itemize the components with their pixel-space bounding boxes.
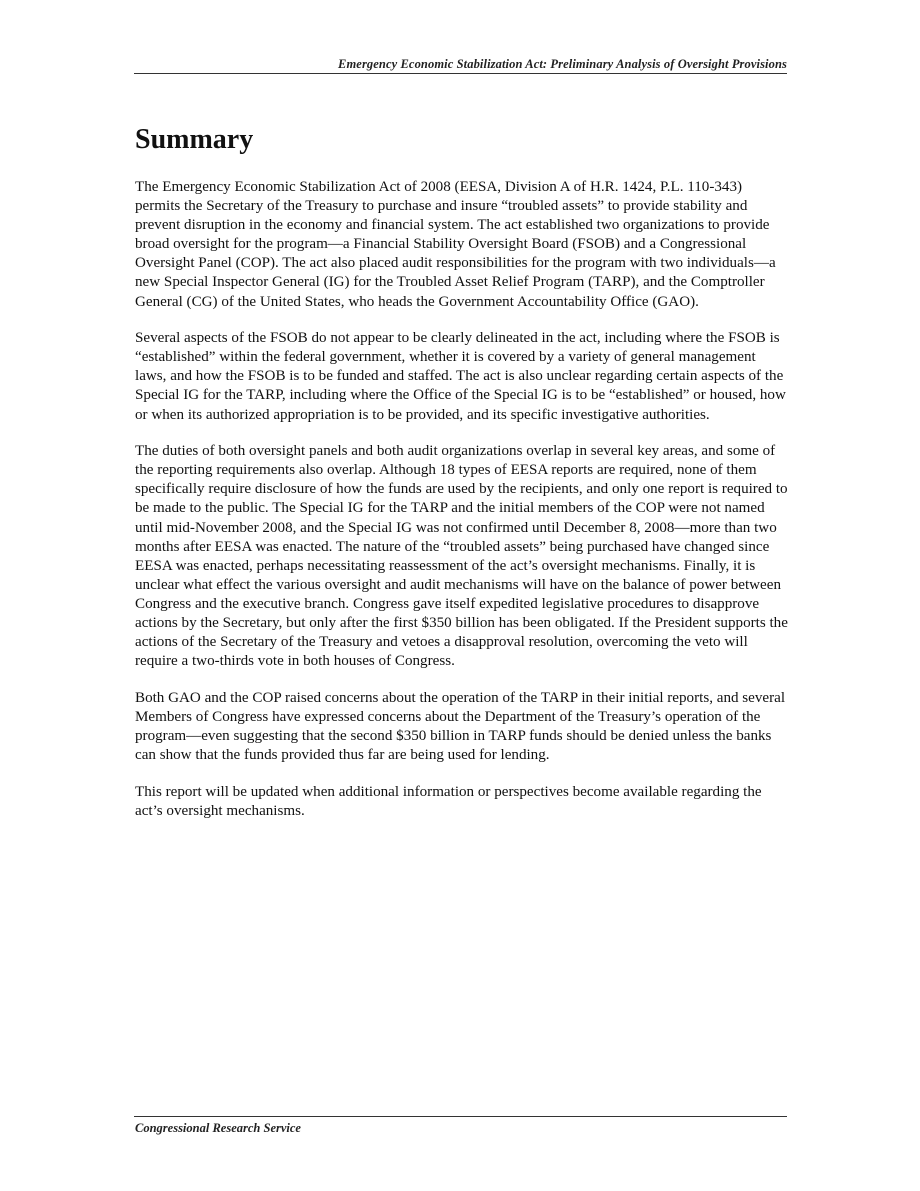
summary-paragraph-2: Several aspects of the FSOB do not appear to be clearly delineated in the act, including where the FSOB is “established” within the federal government, whether it is covered by a variety of general management laws, and how the FSOB is to be funded and staffed. The act is also unclear regarding certain aspects of the Special IG for the TARP, including where the Office of the Special IG is to be “established” or housed, how or when its authorized appropriation is to be provided, and its specific investigative authorities. (135, 330, 786, 423)
footer-rule (134, 1116, 787, 1117)
header-rule (134, 73, 787, 74)
running-header: Emergency Economic Stabilization Act: Preliminary Analysis of Oversight Provisions (338, 57, 787, 71)
page-title: Summary (135, 124, 254, 155)
summary-paragraph-4: Both GAO and the COP raised concerns about the operation of the TARP in their initial reports, and several Members of Congress have expressed concerns about the Department of the Treasury’s operation of the program—even suggesting that the second $350 billion in TARP funds should be denied unless the banks can show that the funds provided thus far are being used for lending. (135, 689, 786, 764)
summary-paragraph-3: The duties of both oversight panels and both audit organizations overlap in several key areas, and some of the reporting requirements also overlap. Although 18 types of EESA reports are required, none of them specifically require disclosure of how the funds are used by the recipients, and only one report is required to be made to the public. The Special IG for the TARP and the initial members of the COP were not named until mid-November 2008, and the Special IG was not confirmed until December 8, 2008—more than two months after EESA was enacted. The nature of the “troubled assets” being purchased have changed since EESA was enacted, perhaps necessitating reassessment of the act’s oversight mechanisms. Finally, it is unclear what effect the various oversight and audit mechanisms will have on the balance of power between Congress and the executive branch. Congress gave itself expedited legislative procedures to disapprove actions by the Secretary, but only after the first $350 billion has been obligated. If the President supports the actions of the Secretary of the Treasury and vetoes a disapproval resolution, overcoming the veto will require a two-thirds vote in both houses of Congress. (135, 443, 788, 670)
running-footer: Congressional Research Service (135, 1121, 301, 1135)
summary-paragraph-5: This report will be updated when additional information or perspectives become available regarding the act’s oversight mechanisms. (135, 783, 762, 819)
summary-paragraph-1: The Emergency Economic Stabilization Act of 2008 (EESA, Division A of H.R. 1424, P.L. 110-343) permits the Secretary of the Treasury to purchase and insure “troubled assets” to provide stability and prevent disruption in the economy and financial system. The act established two organizations to provide broad oversight for the program—a Financial Stability Oversight Board (FSOB) and a Congressional Oversight Panel (COP). The act also placed audit responsibilities for the program with two individuals—a new Special Inspector General (IG) for the Troubled Asset Relief Program (TARP), and the Comptroller General (CG) of the United States, who heads the Government Accountability Office (GAO). (135, 179, 776, 310)
summary-body (135, 178, 790, 838)
